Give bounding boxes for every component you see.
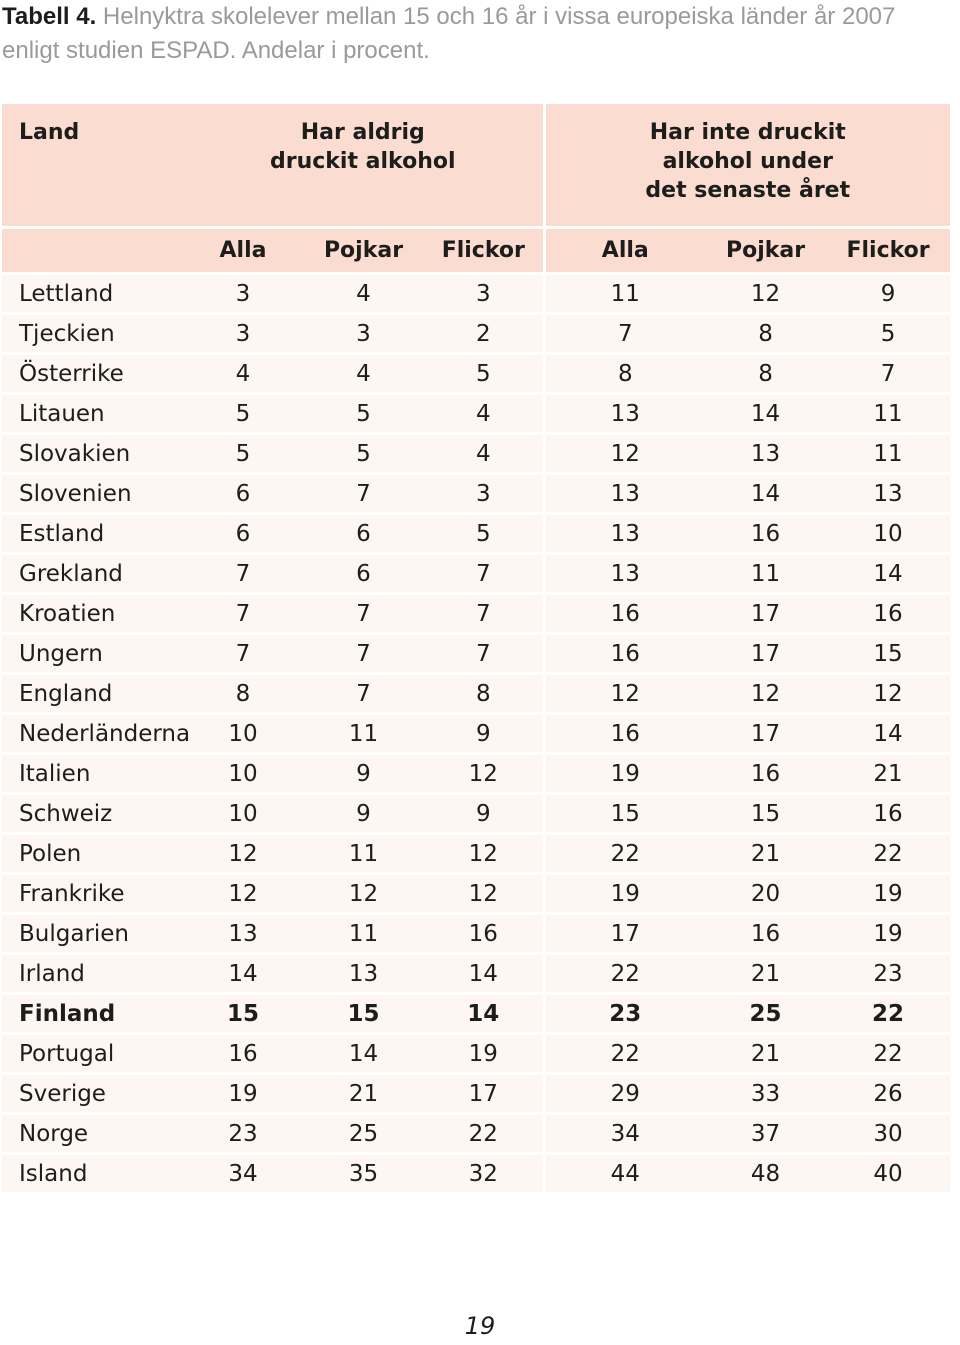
value-cell: 6 <box>303 554 424 594</box>
value-cell: 13 <box>303 954 424 994</box>
table-row <box>2 314 950 354</box>
value-cell: 17 <box>705 594 826 634</box>
table-row <box>2 1074 950 1114</box>
value-cell: 10 <box>183 794 303 834</box>
country-cell: Österrike <box>2 354 183 394</box>
value-cell: 34 <box>183 1154 303 1194</box>
value-cell: 8 <box>705 354 826 394</box>
value-cell: 11 <box>826 434 950 474</box>
value-cell: 29 <box>544 1074 705 1114</box>
value-cell: 44 <box>544 1154 705 1194</box>
country-cell: Slovakien <box>2 434 183 474</box>
country-cell: Portugal <box>2 1034 183 1074</box>
value-cell: 9 <box>826 274 950 314</box>
country-cell: Lettland <box>2 274 183 314</box>
value-cell: 13 <box>826 474 950 514</box>
value-cell: 8 <box>705 314 826 354</box>
value-cell: 21 <box>705 834 826 874</box>
caption-text: Helnyktra skolelever mellan 15 och 16 år i vissa europeiska länder år 2007 enligt studien ESPAD. Andelar i procent. <box>2 3 896 64</box>
value-cell: 16 <box>826 794 950 834</box>
value-cell: 4 <box>424 394 544 434</box>
country-cell: Nederländerna <box>2 714 183 754</box>
value-cell: 7 <box>424 594 544 634</box>
table-row <box>2 554 950 594</box>
country-cell: Ungern <box>2 634 183 674</box>
value-cell: 22 <box>544 834 705 874</box>
value-cell: 3 <box>303 314 424 354</box>
sub-header-flickor: Flickor <box>424 228 544 274</box>
value-cell: 40 <box>826 1154 950 1194</box>
value-cell: 8 <box>544 354 705 394</box>
group-header-row <box>2 104 950 228</box>
table-row <box>2 874 950 914</box>
value-cell: 21 <box>705 1034 826 1074</box>
value-cell: 19 <box>826 874 950 914</box>
table-row <box>2 1034 950 1074</box>
country-cell: Island <box>2 1154 183 1194</box>
country-cell: Estland <box>2 514 183 554</box>
value-cell: 25 <box>303 1114 424 1154</box>
value-cell: 7 <box>183 594 303 634</box>
value-cell: 7 <box>544 314 705 354</box>
value-cell: 12 <box>424 874 544 914</box>
value-cell: 14 <box>826 554 950 594</box>
value-cell: 13 <box>544 394 705 434</box>
value-cell: 13 <box>544 554 705 594</box>
value-cell: 8 <box>424 674 544 714</box>
table-row <box>2 834 950 874</box>
table-row <box>2 394 950 434</box>
value-cell: 13 <box>544 514 705 554</box>
caption-label: Tabell 4. <box>2 3 97 30</box>
value-cell: 15 <box>826 634 950 674</box>
sub-header-alla: Alla <box>183 228 303 274</box>
sub-header-row <box>2 228 950 274</box>
value-cell: 26 <box>826 1074 950 1114</box>
value-cell: 4 <box>183 354 303 394</box>
value-cell: 16 <box>544 634 705 674</box>
value-cell: 11 <box>705 554 826 594</box>
country-cell: Slovenien <box>2 474 183 514</box>
value-cell: 2 <box>424 314 544 354</box>
value-cell: 7 <box>424 554 544 594</box>
value-cell: 17 <box>705 714 826 754</box>
country-cell: Italien <box>2 754 183 794</box>
value-cell: 23 <box>183 1114 303 1154</box>
value-cell: 14 <box>183 954 303 994</box>
group-header-never-drunk-label: Har aldrig druckit alkohol <box>270 120 456 174</box>
value-cell: 16 <box>826 594 950 634</box>
value-cell: 30 <box>826 1114 950 1154</box>
value-cell: 12 <box>826 674 950 714</box>
value-cell: 16 <box>544 714 705 754</box>
sub-header-empty <box>2 228 183 274</box>
value-cell: 13 <box>544 474 705 514</box>
table-row <box>2 514 950 554</box>
value-cell: 9 <box>424 714 544 754</box>
country-cell: Schweiz <box>2 794 183 834</box>
sub-header-flickor: Flickor <box>826 228 950 274</box>
value-cell: 11 <box>303 914 424 954</box>
group-header-not-last-year <box>544 104 950 228</box>
value-cell: 21 <box>826 754 950 794</box>
value-cell: 10 <box>826 514 950 554</box>
value-cell: 4 <box>303 274 424 314</box>
table-row <box>2 274 950 314</box>
country-cell: England <box>2 674 183 714</box>
value-cell: 5 <box>183 394 303 434</box>
value-cell: 5 <box>826 314 950 354</box>
value-cell: 7 <box>303 674 424 714</box>
value-cell: 14 <box>826 714 950 754</box>
value-cell: 35 <box>303 1154 424 1194</box>
sub-header-alla: Alla <box>544 228 705 274</box>
table-caption <box>2 0 942 68</box>
value-cell: 12 <box>424 834 544 874</box>
table-row <box>2 794 950 834</box>
value-cell: 37 <box>705 1114 826 1154</box>
value-cell: 7 <box>303 634 424 674</box>
value-cell: 22 <box>544 1034 705 1074</box>
country-cell: Finland <box>2 994 183 1034</box>
value-cell: 16 <box>705 514 826 554</box>
value-cell: 34 <box>544 1114 705 1154</box>
value-cell: 7 <box>424 634 544 674</box>
value-cell: 10 <box>183 754 303 794</box>
table-row <box>2 954 950 994</box>
value-cell: 3 <box>424 474 544 514</box>
page-number: 19 <box>464 1312 496 1340</box>
value-cell: 5 <box>303 434 424 474</box>
value-cell: 13 <box>705 434 826 474</box>
country-cell: Sverige <box>2 1074 183 1114</box>
value-cell: 22 <box>826 994 950 1034</box>
value-cell: 25 <box>705 994 826 1034</box>
value-cell: 3 <box>183 314 303 354</box>
value-cell: 32 <box>424 1154 544 1194</box>
value-cell: 17 <box>705 634 826 674</box>
value-cell: 11 <box>303 834 424 874</box>
value-cell: 12 <box>183 874 303 914</box>
value-cell: 21 <box>303 1074 424 1114</box>
value-cell: 9 <box>303 794 424 834</box>
value-cell: 3 <box>424 274 544 314</box>
value-cell: 19 <box>544 874 705 914</box>
alcohol-table <box>2 104 950 1195</box>
country-cell: Frankrike <box>2 874 183 914</box>
value-cell: 3 <box>183 274 303 314</box>
value-cell: 12 <box>183 834 303 874</box>
value-cell: 21 <box>705 954 826 994</box>
value-cell: 12 <box>705 674 826 714</box>
value-cell: 19 <box>826 914 950 954</box>
value-cell: 15 <box>544 794 705 834</box>
value-cell: 15 <box>303 994 424 1034</box>
country-cell: Norge <box>2 1114 183 1154</box>
group-header-never-drunk <box>183 104 544 228</box>
value-cell: 14 <box>705 474 826 514</box>
value-cell: 7 <box>303 594 424 634</box>
value-cell: 12 <box>705 274 826 314</box>
table-row <box>2 754 950 794</box>
value-cell: 5 <box>303 394 424 434</box>
value-cell: 14 <box>705 394 826 434</box>
value-cell: 19 <box>544 754 705 794</box>
value-cell: 15 <box>183 994 303 1034</box>
value-cell: 22 <box>424 1114 544 1154</box>
value-cell: 6 <box>183 514 303 554</box>
table-row <box>2 594 950 634</box>
value-cell: 17 <box>424 1074 544 1114</box>
value-cell: 4 <box>303 354 424 394</box>
table-row <box>2 1114 950 1154</box>
value-cell: 12 <box>303 874 424 914</box>
land-column-header: Land <box>2 104 183 228</box>
table-row <box>2 354 950 394</box>
value-cell: 11 <box>544 274 705 314</box>
table-row <box>2 714 950 754</box>
country-cell: Bulgarien <box>2 914 183 954</box>
value-cell: 19 <box>424 1034 544 1074</box>
value-cell: 15 <box>705 794 826 834</box>
value-cell: 4 <box>424 434 544 474</box>
value-cell: 12 <box>544 434 705 474</box>
country-cell: Grekland <box>2 554 183 594</box>
value-cell: 7 <box>183 554 303 594</box>
value-cell: 5 <box>424 514 544 554</box>
country-cell: Tjeckien <box>2 314 183 354</box>
value-cell: 33 <box>705 1074 826 1114</box>
value-cell: 20 <box>705 874 826 914</box>
value-cell: 12 <box>544 674 705 714</box>
value-cell: 14 <box>424 954 544 994</box>
value-cell: 7 <box>303 474 424 514</box>
value-cell: 12 <box>424 754 544 794</box>
value-cell: 23 <box>544 994 705 1034</box>
sub-header-pojkar: Pojkar <box>705 228 826 274</box>
table-row <box>2 474 950 514</box>
value-cell: 10 <box>183 714 303 754</box>
value-cell: 22 <box>826 834 950 874</box>
value-cell: 6 <box>303 514 424 554</box>
value-cell: 48 <box>705 1154 826 1194</box>
value-cell: 11 <box>303 714 424 754</box>
table-row <box>2 1154 950 1194</box>
table-row <box>2 634 950 674</box>
value-cell: 17 <box>544 914 705 954</box>
value-cell: 22 <box>544 954 705 994</box>
country-cell: Kroatien <box>2 594 183 634</box>
value-cell: 11 <box>826 394 950 434</box>
table-row <box>2 994 950 1034</box>
value-cell: 22 <box>826 1034 950 1074</box>
value-cell: 16 <box>705 754 826 794</box>
value-cell: 14 <box>303 1034 424 1074</box>
table-row <box>2 674 950 714</box>
value-cell: 14 <box>424 994 544 1034</box>
value-cell: 23 <box>826 954 950 994</box>
value-cell: 5 <box>183 434 303 474</box>
value-cell: 9 <box>303 754 424 794</box>
group-header-not-last-year-label: Har inte druckit alkohol under det senaste året <box>645 120 851 203</box>
value-cell: 16 <box>424 914 544 954</box>
value-cell: 9 <box>424 794 544 834</box>
value-cell: 7 <box>826 354 950 394</box>
value-cell: 6 <box>183 474 303 514</box>
value-cell: 16 <box>705 914 826 954</box>
country-cell: Irland <box>2 954 183 994</box>
value-cell: 8 <box>183 674 303 714</box>
value-cell: 13 <box>183 914 303 954</box>
country-cell: Polen <box>2 834 183 874</box>
value-cell: 7 <box>183 634 303 674</box>
value-cell: 16 <box>544 594 705 634</box>
table-row <box>2 914 950 954</box>
value-cell: 16 <box>183 1034 303 1074</box>
value-cell: 5 <box>424 354 544 394</box>
table-row <box>2 434 950 474</box>
sub-header-pojkar: Pojkar <box>303 228 424 274</box>
value-cell: 19 <box>183 1074 303 1114</box>
country-cell: Litauen <box>2 394 183 434</box>
